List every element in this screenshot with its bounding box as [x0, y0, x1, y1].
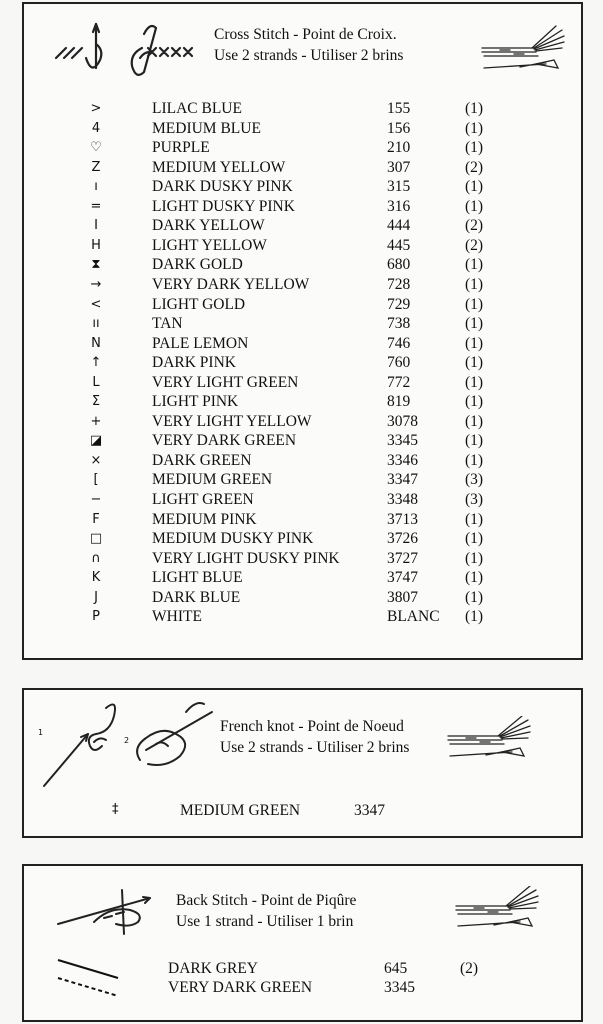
back-stitch-diagram-icon [54, 880, 164, 940]
thread-name: VERY DARK GREEN [152, 432, 297, 450]
cross-stitch-panel [22, 2, 583, 660]
thread-name: VERY LIGHT DUSKY PINK [152, 549, 340, 567]
thread-strands: (1) [465, 119, 484, 137]
thread-name: DARK GREEN [152, 451, 252, 469]
thread-name: PURPLE [152, 139, 210, 157]
thread-name: VERY LIGHT YELLOW [152, 412, 312, 430]
thread-symbol: ♡ [90, 140, 102, 156]
thread-name: DARK GOLD [152, 256, 243, 274]
thread-name: MEDIUM DUSKY PINK [152, 530, 314, 548]
thread-symbol: ↑ [90, 355, 102, 371]
thread-code: BLANC [387, 608, 440, 626]
thread-name: LILAC BLUE [152, 100, 242, 117]
thread-strands: (1) [465, 510, 484, 528]
thread-row [24, 314, 581, 334]
needle-strands-icon [446, 716, 532, 768]
thread-symbol: ‡ [112, 802, 119, 817]
thread-name: DARK BLUE [152, 588, 241, 606]
thread-strands: (1) [465, 530, 484, 548]
thread-symbol: H [91, 237, 101, 253]
thread-name: DARK YELLOW [152, 217, 265, 235]
step-1-label: 1 [38, 728, 44, 737]
thread-row [24, 490, 581, 510]
thread-code: 316 [387, 197, 411, 215]
thread-symbol: ⧗ [91, 257, 101, 273]
thread-code: 210 [387, 139, 411, 157]
thread-code: 772 [387, 373, 411, 391]
thread-row [24, 334, 581, 354]
thread-strands: (3) [465, 471, 484, 489]
thread-symbol: > [90, 101, 102, 116]
thread-strands: (1) [465, 549, 484, 567]
french-knot-panel [22, 688, 583, 838]
thread-strands: (1) [465, 139, 484, 157]
cross-stitch-title: Cross Stitch - Point de Croix. [214, 26, 397, 43]
thread-row [24, 451, 581, 471]
thread-strands: (1) [465, 100, 484, 117]
thread-code: 156 [387, 119, 411, 137]
thread-row [24, 197, 581, 217]
thread-name: LIGHT GOLD [152, 295, 246, 313]
thread-name: VERY LIGHT GREEN [152, 373, 299, 391]
thread-strands: (2) [465, 158, 484, 176]
thread-strands: (1) [465, 178, 484, 196]
thread-strands: (1) [465, 275, 484, 293]
thread-name: TAN [152, 315, 183, 333]
step-2-label: 2 [124, 736, 130, 745]
thread-symbol: < [90, 296, 102, 312]
thread-code: 3078 [387, 412, 418, 430]
thread-strands: (2) [465, 236, 484, 254]
thread-code: 3346 [387, 451, 418, 469]
thread-code: 3345 [384, 979, 415, 996]
thread-strands: (1) [465, 451, 484, 469]
thread-symbol: 4 [91, 120, 101, 136]
thread-symbol: − [90, 492, 102, 507]
thread-code: 729 [387, 295, 411, 313]
thread-name: LIGHT GREEN [152, 491, 254, 508]
thread-row [24, 431, 581, 451]
thread-name: DARK PINK [152, 354, 236, 372]
thread-strands: (2) [465, 217, 484, 235]
thread-name: PALE LEMON [152, 334, 249, 352]
back-stitch-line-dashed-icon [56, 976, 122, 998]
thread-code: 819 [387, 393, 411, 411]
thread-row [24, 392, 581, 412]
thread-code: 3807 [387, 588, 418, 606]
thread-row [24, 177, 581, 197]
thread-code: 445 [387, 236, 411, 254]
thread-name: MEDIUM GREEN [152, 471, 273, 489]
thread-row [24, 412, 581, 432]
thread-strands: (1) [465, 354, 484, 372]
thread-row [24, 353, 581, 373]
back-stitch-subtitle: Use 1 strand - Utiliser 1 brin [176, 913, 354, 930]
thread-strands: (1) [465, 295, 484, 313]
thread-code: 738 [387, 315, 411, 333]
thread-code: 760 [387, 354, 411, 372]
thread-name: LIGHT DUSKY PINK [152, 197, 295, 215]
thread-symbol: P [92, 609, 100, 625]
thread-code: 3713 [387, 510, 418, 528]
back-stitch-title: Back Stitch - Point de Piqûre [176, 892, 357, 909]
thread-code: 746 [387, 334, 411, 352]
thread-code: 444 [387, 217, 411, 235]
thread-row [24, 216, 581, 236]
thread-symbol: L [92, 374, 100, 390]
needle-strands-icon [454, 886, 540, 938]
thread-strands: (1) [465, 432, 484, 450]
thread-code: 155 [387, 100, 411, 117]
thread-row [24, 255, 581, 275]
thread-strands: (1) [465, 608, 484, 626]
thread-symbol: + [90, 413, 102, 429]
thread-code: 307 [387, 158, 411, 176]
thread-strands: (1) [465, 569, 484, 587]
french-knot-title: French knot - Point de Noeud [220, 718, 404, 735]
thread-row [24, 236, 581, 256]
thread-symbol: Z [91, 159, 101, 175]
thread-code: 680 [387, 256, 411, 274]
thread-code: 3726 [387, 530, 418, 548]
thread-strands: (1) [465, 373, 484, 391]
thread-row [24, 588, 581, 608]
thread-symbol: × [90, 452, 102, 468]
thread-row [24, 99, 581, 119]
thread-name: MEDIUM PINK [152, 510, 257, 528]
thread-code: 3727 [387, 549, 418, 567]
thread-symbol: [ [93, 472, 99, 488]
thread-row [24, 607, 581, 627]
back-stitch-panel [22, 864, 583, 1022]
thread-name: LIGHT YELLOW [152, 236, 267, 254]
thread-strands: (1) [465, 334, 484, 352]
thread-row [24, 373, 581, 393]
needle-strands-icon [480, 24, 566, 76]
thread-symbol: ıı [92, 316, 100, 332]
thread-row [24, 549, 581, 569]
french-knot-subtitle: Use 2 strands - Utiliser 2 brins [220, 739, 410, 756]
thread-code: 3347 [387, 471, 418, 489]
thread-name: MEDIUM BLUE [152, 119, 261, 137]
thread-symbol: J [94, 589, 98, 605]
thread-symbol: F [92, 511, 100, 527]
thread-name: VERY DARK GREEN [168, 979, 313, 996]
thread-code: 315 [387, 178, 411, 196]
thread-name: MEDIUM GREEN [180, 802, 301, 819]
thread-row [24, 119, 581, 139]
thread-symbol: K [91, 570, 101, 586]
thread-symbol: N [91, 335, 101, 351]
thread-name: DARK DUSKY PINK [152, 178, 293, 196]
thread-code: 728 [387, 275, 411, 293]
cross-stitch-diagram-icon [52, 18, 224, 80]
thread-row [24, 568, 581, 588]
thread-symbol: ◪ [89, 433, 103, 449]
thread-code: 3347 [354, 802, 385, 819]
thread-row [24, 510, 581, 530]
thread-row [24, 158, 581, 178]
thread-name: LIGHT PINK [152, 393, 239, 411]
thread-row [24, 529, 581, 549]
thread-strands: (3) [465, 491, 484, 508]
thread-strands: (2) [460, 960, 479, 977]
thread-row [24, 275, 581, 295]
thread-symbol: → [90, 276, 102, 292]
thread-code: 3348 [387, 491, 418, 508]
thread-name: VERY DARK YELLOW [152, 275, 310, 293]
thread-row [24, 138, 581, 158]
thread-symbol: I [94, 218, 98, 234]
thread-code: 3345 [387, 432, 418, 450]
cross-stitch-subtitle: Use 2 strands - Utiliser 2 brins [214, 47, 404, 64]
thread-code: 3747 [387, 569, 418, 587]
thread-symbol: □ [89, 531, 103, 547]
thread-name: WHITE [152, 608, 202, 626]
thread-row [24, 295, 581, 315]
thread-symbol: ı [94, 179, 98, 195]
french-knot-diagram-icon [36, 694, 226, 790]
thread-strands: (1) [465, 256, 484, 274]
thread-strands: (1) [465, 197, 484, 215]
thread-strands: (1) [465, 412, 484, 430]
thread-name: LIGHT BLUE [152, 569, 243, 587]
thread-row [24, 470, 581, 490]
thread-symbol: Σ [91, 394, 101, 410]
thread-symbol: = [90, 198, 102, 214]
thread-name: DARK GREY [168, 960, 258, 977]
thread-strands: (1) [465, 315, 484, 333]
thread-code: 645 [384, 960, 408, 977]
thread-strands: (1) [465, 393, 484, 411]
thread-strands: (1) [465, 588, 484, 606]
thread-name: MEDIUM YELLOW [152, 158, 286, 176]
thread-symbol: ∩ [91, 550, 101, 566]
